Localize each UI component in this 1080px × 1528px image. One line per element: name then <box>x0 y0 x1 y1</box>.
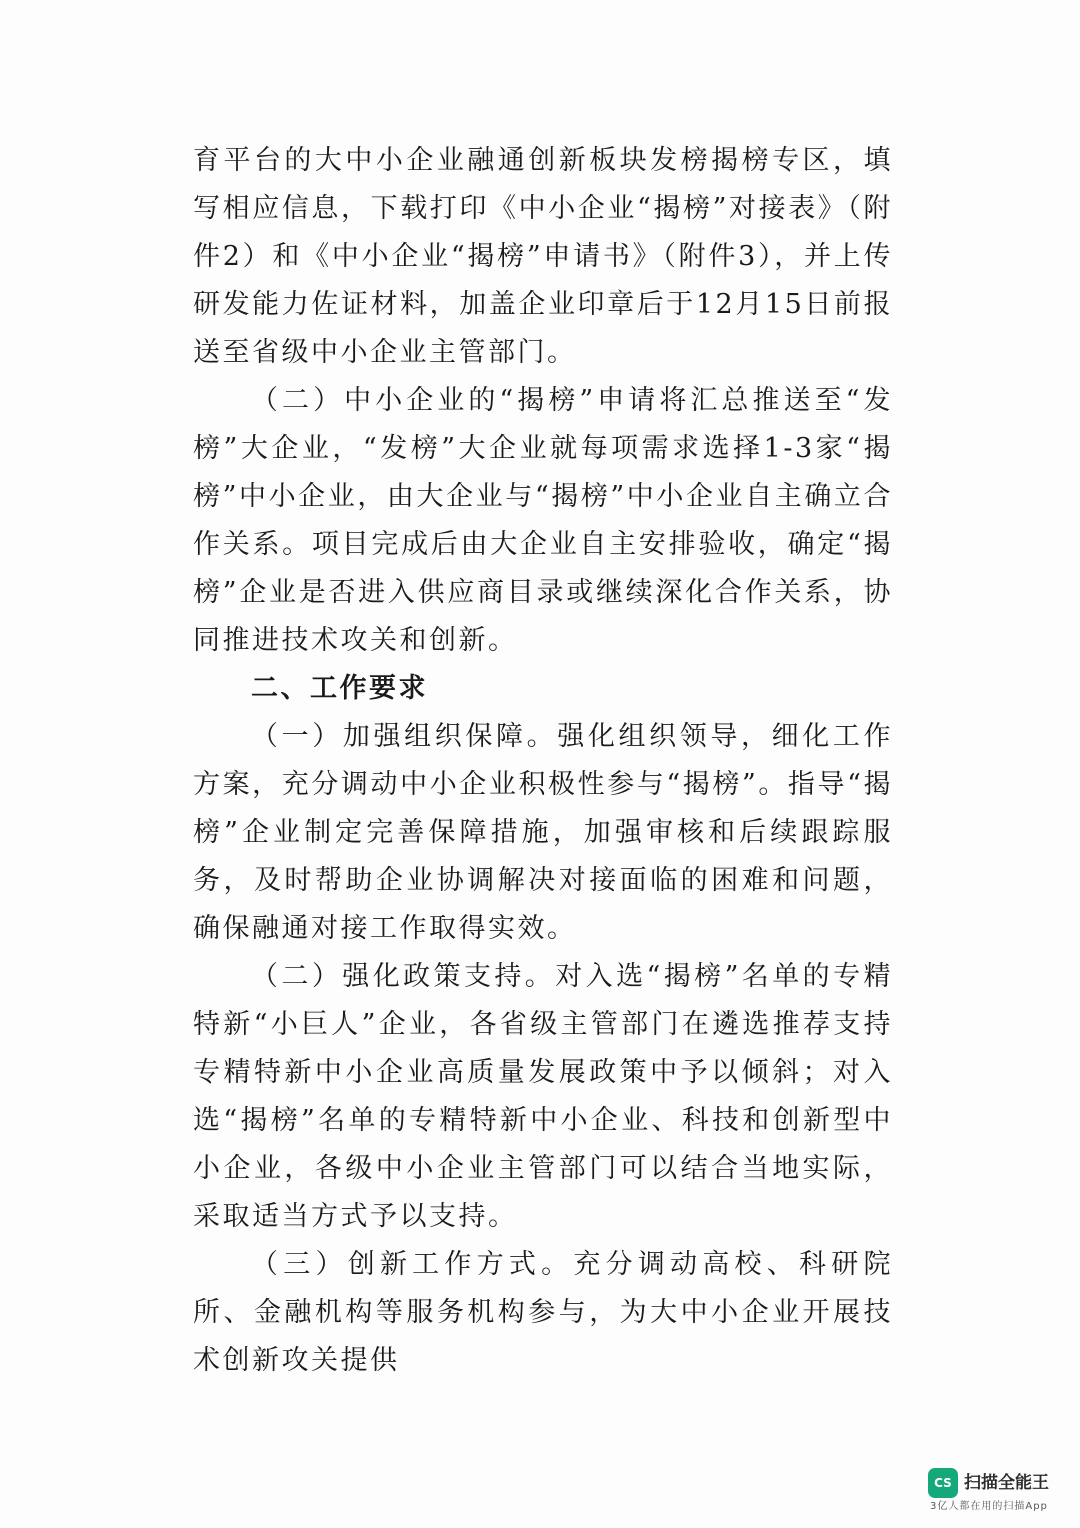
paragraph-continued: 育平台的大中小企业融通创新板块发榜揭榜专区，填写相应信息，下载打印《中小企业“揭榜”对接表》（附件2）和《中小企业“揭榜”申请书》（附件3），并上传研发能力佐证材料，加盖企业印章后于12月15日前报送至省级中小企业主管部门。 <box>193 145 893 368</box>
scanner-watermark <box>928 1468 1058 1516</box>
watermark-title: 扫描全能王 <box>964 1473 1049 1493</box>
watermark-subtitle: 3亿人都在用的扫描App <box>930 1501 1048 1512</box>
camscanner-logo-icon: CS <box>928 1468 958 1498</box>
paragraph-item-two: （二）中小企业的“揭榜”申请将汇总推送至“发榜”大企业，“发榜”大企业就每项需求选择1-3家“揭榜”中小企业，由大企业与“揭榜”中小企业自主确立合作关系。项目完成后由大企业自主安排验收，确定“揭榜”企业是否进入供应商目录或继续深化合作关系，协同推进技术攻关和创新。 <box>193 385 893 656</box>
paragraph-requirement-one: （一）加强组织保障。强化组织领导，细化工作方案，充分调动中小企业积极性参与“揭榜”。指导“揭榜”企业制定完善保障措施，加强审核和后续跟踪服务，及时帮助企业协调解决对接面临的困难和问题，确保融通对接工作取得实效。 <box>193 721 893 944</box>
document-body <box>193 137 893 1385</box>
section-heading-work-requirements: 二、工作要求 <box>251 673 428 704</box>
paragraph-requirement-three: （三）创新工作方式。充分调动高校、科研院所、金融机构等服务机构参与，为大中小企业开展技术创新攻关提供 <box>193 1249 893 1376</box>
paragraph-requirement-two: （二）强化政策支持。对入选“揭榜”名单的专精特新“小巨人”企业，各省级主管部门在遴选推荐支持专精特新中小企业高质量发展政策中予以倾斜；对入选“揭榜”名单的专精特新中小企业、科技和创新型中小企业，各级中小企业主管部门可以结合当地实际，采取适当方式予以支持。 <box>193 961 893 1232</box>
